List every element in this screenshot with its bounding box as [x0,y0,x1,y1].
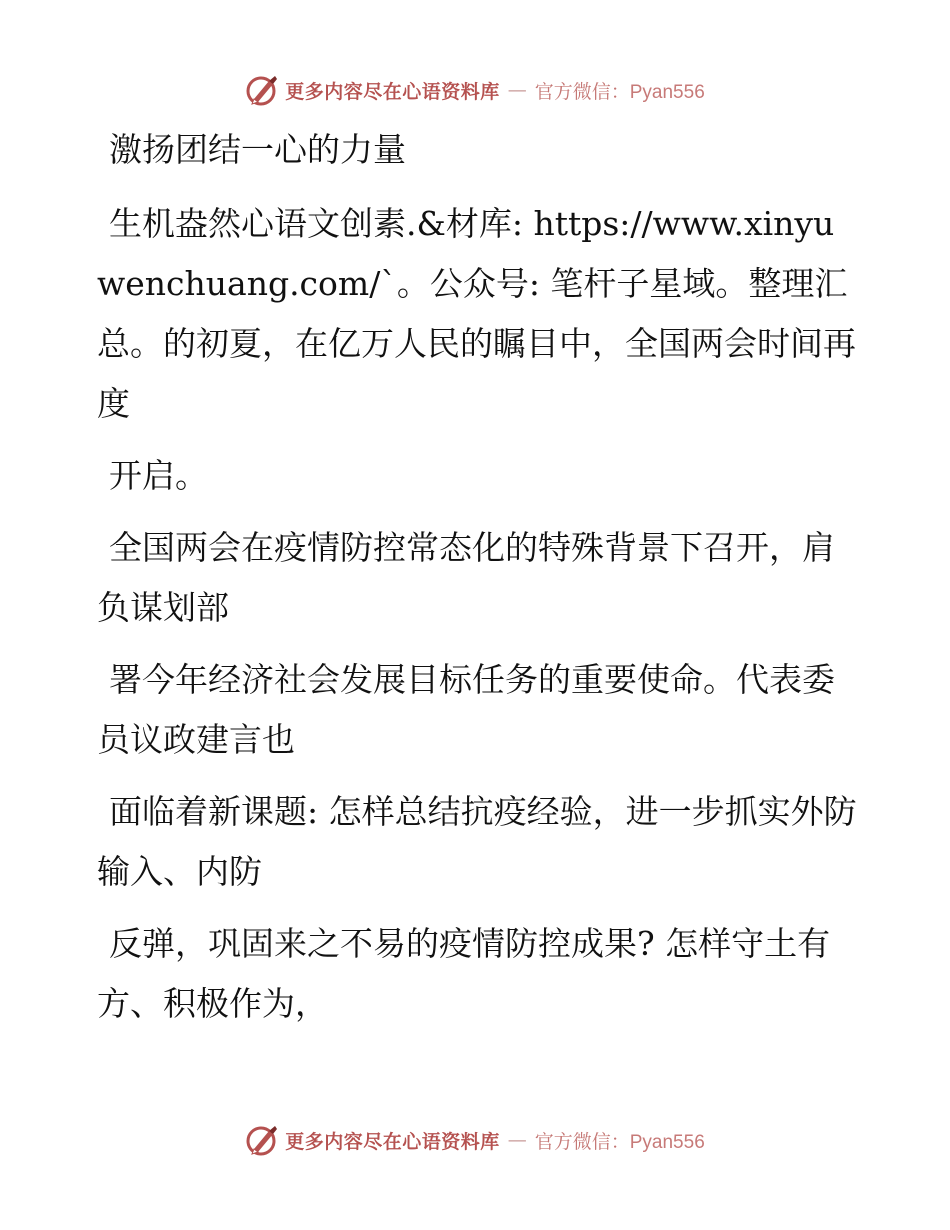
paragraph-6: 反弹，巩固来之不易的疫情防控成果? 怎样守土有方、积极作为， [97,924,831,1023]
header-banner [0,70,950,110]
header-contact-label: 官方微信： [534,80,630,103]
paragraph-2: 开启。 [109,456,208,495]
footer-banner-inner [245,1123,705,1157]
paragraph-1: 生机盎然心语文创素.&材库: https://www.xinyuwenchuang.com/`。公众号: 笔杆子星域。整理汇总。的初夏，在亿万人民的瞩目中，全国两会时间再度 [97,204,856,423]
paragraph-5: 面临着新课题: 怎样总结抗疫经验，进一步抓实外防输入、内防 [97,792,857,891]
header-contact-id: Pyan556 [629,81,705,103]
header-banner-inner [245,73,705,107]
paragraph-3: 全国两会在疫情防控常态化的特殊背景下召开，肩负谋划部 [97,528,835,627]
paragraph-4: 署今年经济社会发展目标任务的重要使命。代表委员议政建言也 [97,660,835,759]
document-body [97,120,857,1046]
document-title: 激扬团结一心的力量 [109,130,406,169]
footer-banner-text: 更多内容尽在心语资料库 [285,1130,500,1153]
footer-banner [0,1120,950,1160]
header-banner-dash: — [507,79,527,101]
footer-contact-id: Pyan556 [629,1131,705,1153]
header-banner-text: 更多内容尽在心语资料库 [285,80,500,103]
footer-contact [535,1127,705,1154]
pen-logo-icon [245,1123,279,1157]
footer-banner-dash: — [507,1129,527,1151]
footer-contact-label: 官方微信： [534,1130,630,1153]
pen-logo-icon [245,73,279,107]
header-contact [535,77,705,104]
